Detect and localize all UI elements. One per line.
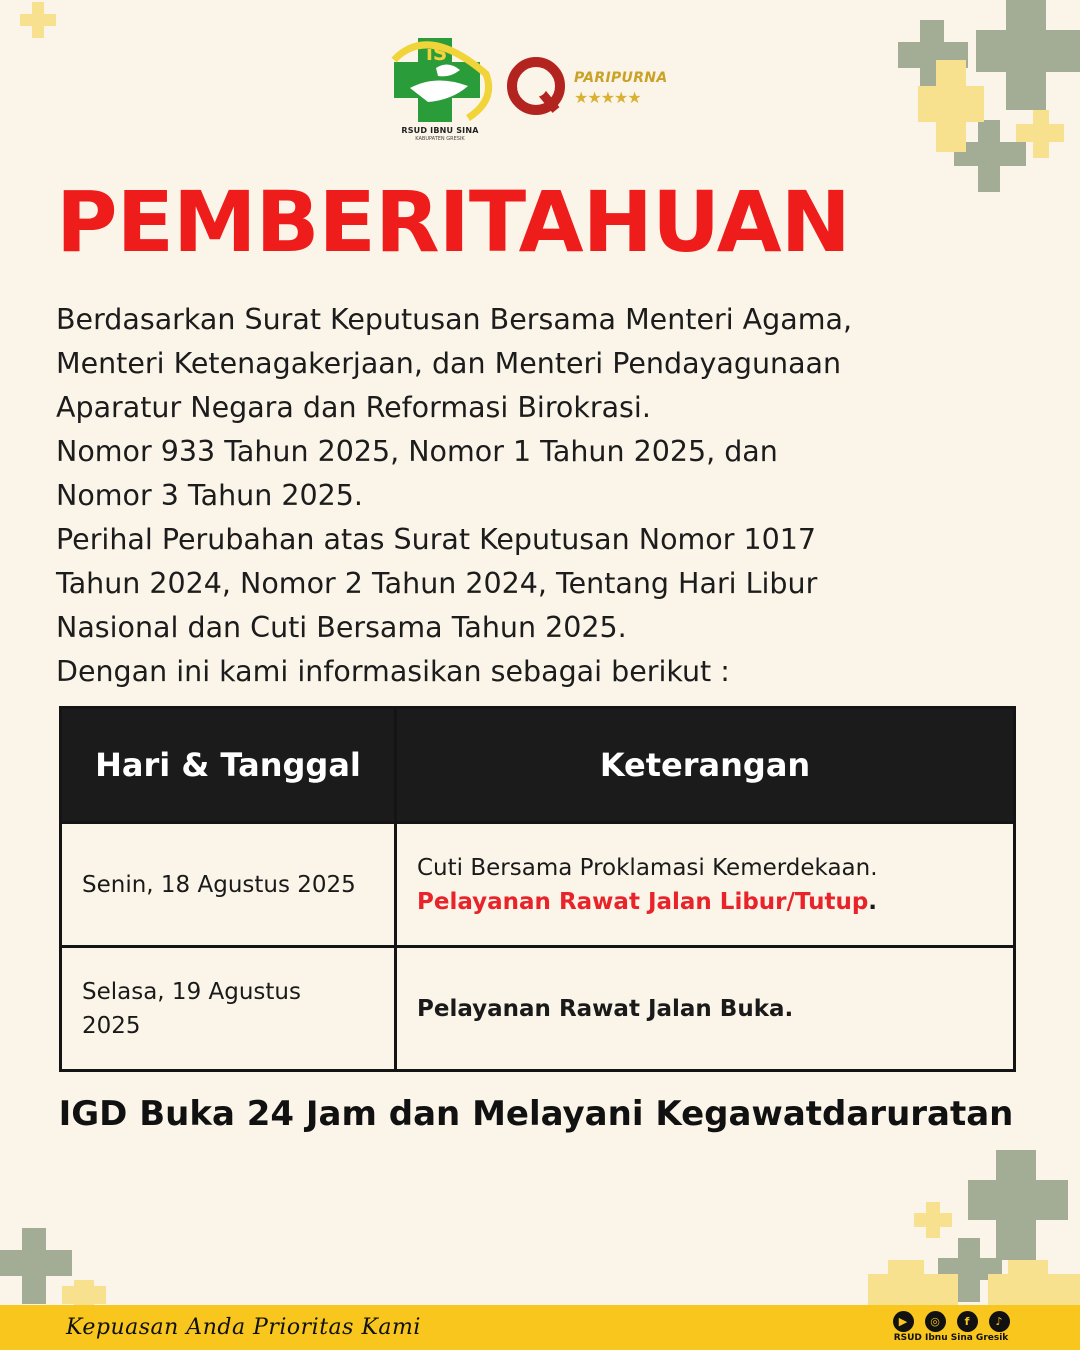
decorative-plus-small-icon (18, 2, 58, 38)
table-header-row (61, 708, 1015, 823)
table-header-date: Hari & Tanggal (61, 708, 396, 823)
logo-group (388, 30, 678, 150)
decorative-plus-cluster-bottom-left-icon (0, 1228, 110, 1308)
paripurna-logo (506, 56, 676, 126)
note-line: Cuti Bersama Proklamasi Kemerdekaan. (417, 854, 878, 881)
table-row (61, 947, 1015, 1071)
intro-paragraph: Perihal Perubahan atas Surat Keputusan Nomor 1017 Tahun 2024, Nomor 2 Tahun 2024, Tentang Hari Libur Nasional dan Cuti Bersama Tahun 2025. (56, 523, 818, 644)
holiday-table (59, 706, 1016, 1072)
paripurna-emblem-icon (506, 56, 572, 118)
youtube-icon[interactable]: ▶ (893, 1311, 914, 1332)
tiktok-icon[interactable]: ♪ (989, 1311, 1010, 1332)
note-line: Pelayanan Rawat Jalan Buka. (417, 995, 794, 1022)
table-cell-date: Senin, 18 Agustus 2025 (61, 823, 396, 947)
intro-paragraph: Berdasarkan Surat Keputusan Bersama Menteri Agama, Menteri Ketenagakerjaan, dan Menteri Pendayagunaan Aparatur Negara dan Reformasi Birokrasi. (56, 303, 853, 424)
paripurna-stars-icon: ★★★★★ (574, 88, 641, 107)
decorative-plus-cluster-top-right-icon (898, 0, 1080, 195)
note-highlight: Pelayanan Rawat Jalan Libur/Tutup (417, 888, 869, 915)
decorative-plus-cluster-bottom-right-icon (868, 1150, 1080, 1310)
intro-text (56, 298, 1016, 694)
hospital-name: RSUD IBNU SINA (401, 126, 479, 135)
table-cell-date: Selasa, 19 Agustus 2025 (61, 947, 396, 1071)
hospital-logo (388, 30, 498, 145)
footer-bar (0, 1305, 1080, 1350)
facebook-icon[interactable]: f (957, 1311, 978, 1332)
table-row (61, 823, 1015, 947)
svg-text:iS: iS (426, 41, 448, 65)
page-title: PEMBERITAHUAN (56, 173, 850, 271)
social-links (888, 1311, 1014, 1343)
note-end: . (868, 888, 878, 915)
intro-paragraph: Nomor 933 Tahun 2025, Nomor 1 Tahun 2025, dan Nomor 3 Tahun 2025. (56, 435, 778, 512)
hospital-sub: KABUPATEN GRESIK (415, 136, 465, 142)
table-cell-note (396, 947, 1015, 1071)
intro-paragraph: Dengan ini kami informasikan sebagai berikut : (56, 655, 730, 688)
note-line (417, 885, 993, 919)
igd-notice: IGD Buka 24 Jam dan Melayani Kegawatdaruratan (58, 1094, 1014, 1134)
instagram-icon[interactable]: ◎ (925, 1311, 946, 1332)
hospital-cross-logo-icon (388, 30, 498, 130)
footer-tagline: Kepuasan Anda Prioritas Kami (66, 1315, 421, 1340)
table-cell-note (396, 823, 1015, 947)
social-handle: RSUD Ibnu Sina Gresik (893, 1333, 1009, 1343)
table-header-note: Keterangan (396, 708, 1015, 823)
paripurna-text: PARIPURNA (574, 70, 668, 86)
